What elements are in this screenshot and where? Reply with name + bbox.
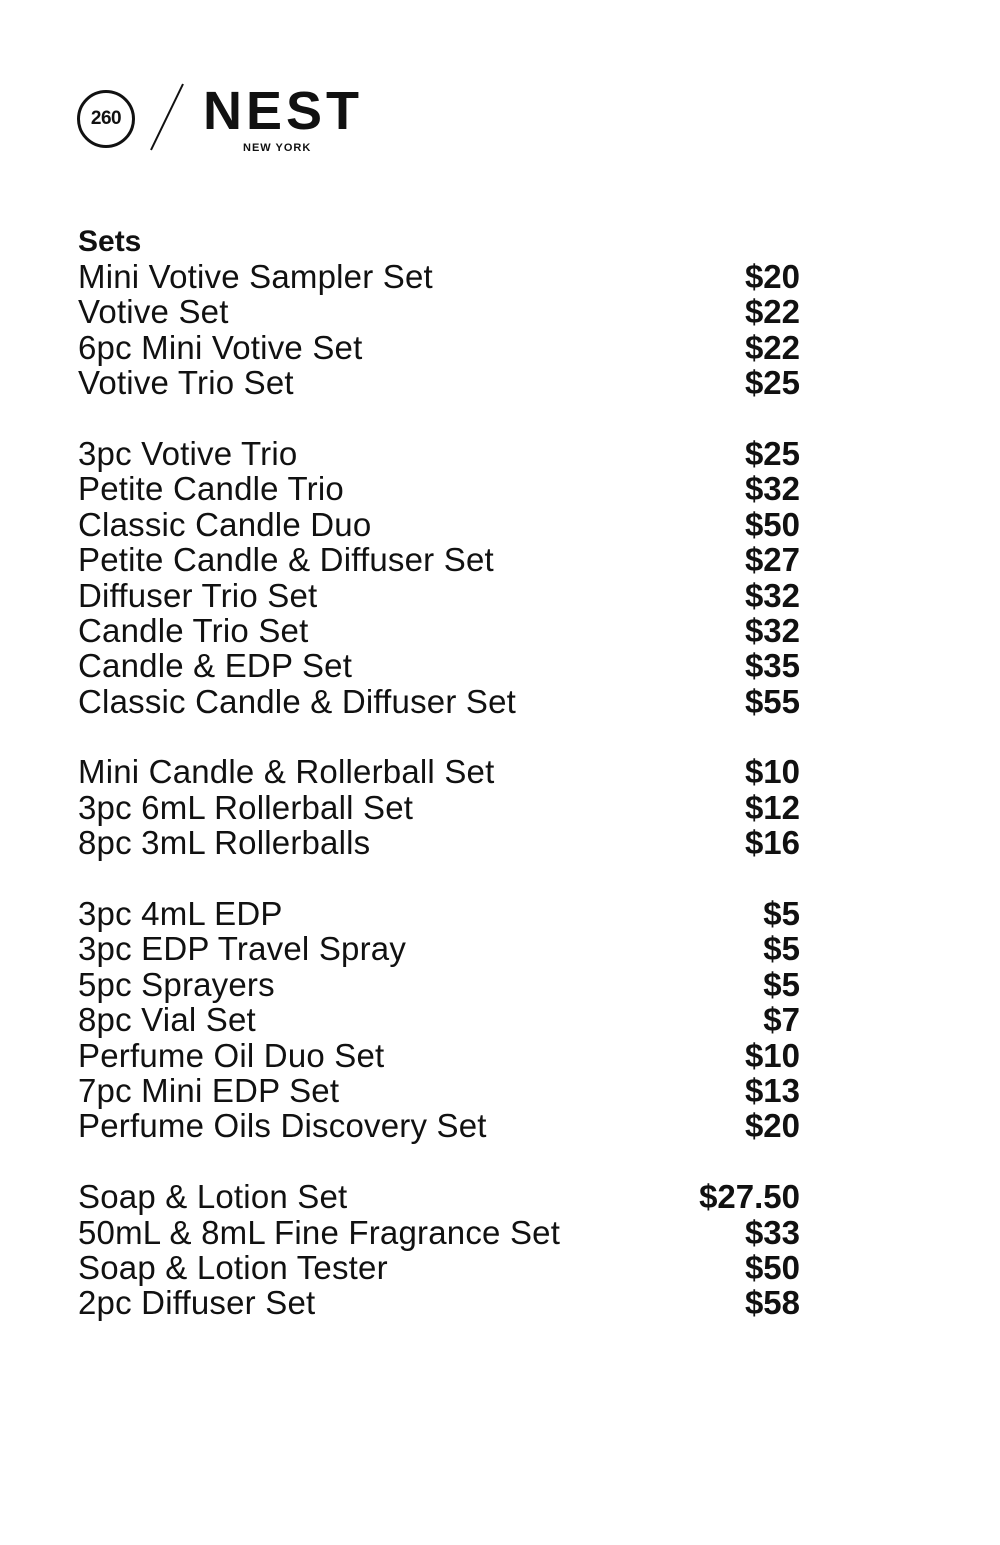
item-name: 8pc Vial Set xyxy=(78,1001,256,1039)
item-name: Candle Trio Set xyxy=(78,611,309,649)
menu-item-row xyxy=(78,790,800,825)
menu-item-row xyxy=(78,1038,800,1073)
item-price: $5 xyxy=(763,895,800,933)
price-menu xyxy=(78,225,800,1321)
item-name: Classic Candle & Diffuser Set xyxy=(78,682,517,720)
item-name: 3pc Votive Trio xyxy=(78,434,298,472)
item-name: 2pc Diffuser Set xyxy=(78,1284,316,1322)
menu-item-row xyxy=(78,1108,800,1143)
menu-item-row xyxy=(78,1285,800,1320)
item-name: 3pc EDP Travel Spray xyxy=(78,930,407,968)
badge-text: 260 xyxy=(90,108,122,129)
item-price: $32 xyxy=(744,576,800,614)
item-price: $50 xyxy=(744,1248,800,1286)
item-price: $32 xyxy=(744,611,800,649)
menu-item-row xyxy=(78,648,800,683)
item-price: $27.50 xyxy=(699,1178,800,1216)
menu-item-row xyxy=(78,1250,800,1285)
item-name: 3pc 6mL Rollerball Set xyxy=(78,788,414,826)
group-spacer xyxy=(78,401,800,436)
store-number-badge xyxy=(77,90,135,148)
item-price: $32 xyxy=(744,470,800,508)
item-price: $33 xyxy=(744,1213,800,1251)
item-price: $35 xyxy=(744,647,800,685)
group-spacer xyxy=(78,861,800,896)
item-name: Classic Candle Duo xyxy=(78,505,372,543)
menu-item-row xyxy=(78,471,800,506)
brand-subtitle: NEW YORK xyxy=(243,142,312,154)
item-price: $5 xyxy=(763,930,800,968)
item-name: Votive Trio Set xyxy=(78,364,294,402)
item-name: 5pc Sprayers xyxy=(78,965,275,1003)
item-name: 7pc Mini EDP Set xyxy=(78,1071,340,1109)
item-name: Soap & Lotion Tester xyxy=(78,1248,388,1286)
item-price: $50 xyxy=(744,505,800,543)
menu-item-row xyxy=(78,507,800,542)
menu-item-row xyxy=(78,825,800,860)
menu-item-row xyxy=(78,1179,800,1214)
group-spacer xyxy=(78,719,800,754)
item-name: Petite Candle & Diffuser Set xyxy=(78,541,494,579)
brand-name: NEST xyxy=(203,81,364,141)
logo xyxy=(77,82,377,162)
section-title: Sets xyxy=(78,225,142,258)
item-name: Mini Candle & Rollerball Set xyxy=(78,753,495,791)
menu-item-row xyxy=(78,613,800,648)
divider-slash-icon xyxy=(147,82,187,152)
item-price: $25 xyxy=(744,364,800,402)
item-price: $25 xyxy=(744,434,800,472)
item-price: $5 xyxy=(763,965,800,1003)
group-spacer xyxy=(78,1144,800,1179)
item-name: Perfume Oils Discovery Set xyxy=(78,1107,487,1145)
item-price: $55 xyxy=(744,682,800,720)
menu-item-row xyxy=(78,1073,800,1108)
menu-item-row xyxy=(78,365,800,400)
item-name: Diffuser Trio Set xyxy=(78,576,318,614)
menu-item-row xyxy=(78,1215,800,1250)
item-price: $7 xyxy=(763,1001,800,1039)
item-price: $20 xyxy=(744,1107,800,1145)
item-price: $10 xyxy=(744,753,800,791)
menu-item-row xyxy=(78,754,800,789)
item-price: $22 xyxy=(744,328,800,366)
menu-item-row xyxy=(78,967,800,1002)
menu-item-row xyxy=(78,294,800,329)
item-name: 3pc 4mL EDP xyxy=(78,895,283,933)
menu-item-row xyxy=(78,330,800,365)
menu-item-row xyxy=(78,436,800,471)
item-name: Candle & EDP Set xyxy=(78,647,353,685)
item-price: $58 xyxy=(744,1284,800,1322)
menu-item-row xyxy=(78,931,800,966)
menu-groups xyxy=(78,259,800,1321)
item-price: $16 xyxy=(744,824,800,862)
item-name: 50mL & 8mL Fine Fragrance Set xyxy=(78,1213,561,1251)
item-price: $13 xyxy=(744,1071,800,1109)
item-price: $12 xyxy=(744,788,800,826)
item-name: Petite Candle Trio xyxy=(78,470,344,508)
item-price: $27 xyxy=(744,541,800,579)
menu-item-row xyxy=(78,896,800,931)
menu-item-row xyxy=(78,684,800,719)
item-name: Soap & Lotion Set xyxy=(78,1178,348,1216)
item-name: Mini Votive Sampler Set xyxy=(78,258,433,295)
item-price: $10 xyxy=(744,1036,800,1074)
item-price: $22 xyxy=(744,293,800,331)
menu-item-row xyxy=(78,578,800,613)
item-name: Perfume Oil Duo Set xyxy=(78,1036,385,1074)
menu-item-row xyxy=(78,542,800,577)
menu-item-row xyxy=(78,1002,800,1037)
menu-item-row xyxy=(78,259,800,294)
item-price: $20 xyxy=(744,258,800,295)
item-name: Votive Set xyxy=(78,293,229,331)
item-name: 6pc Mini Votive Set xyxy=(78,328,363,366)
item-name: 8pc 3mL Rollerballs xyxy=(78,824,371,862)
